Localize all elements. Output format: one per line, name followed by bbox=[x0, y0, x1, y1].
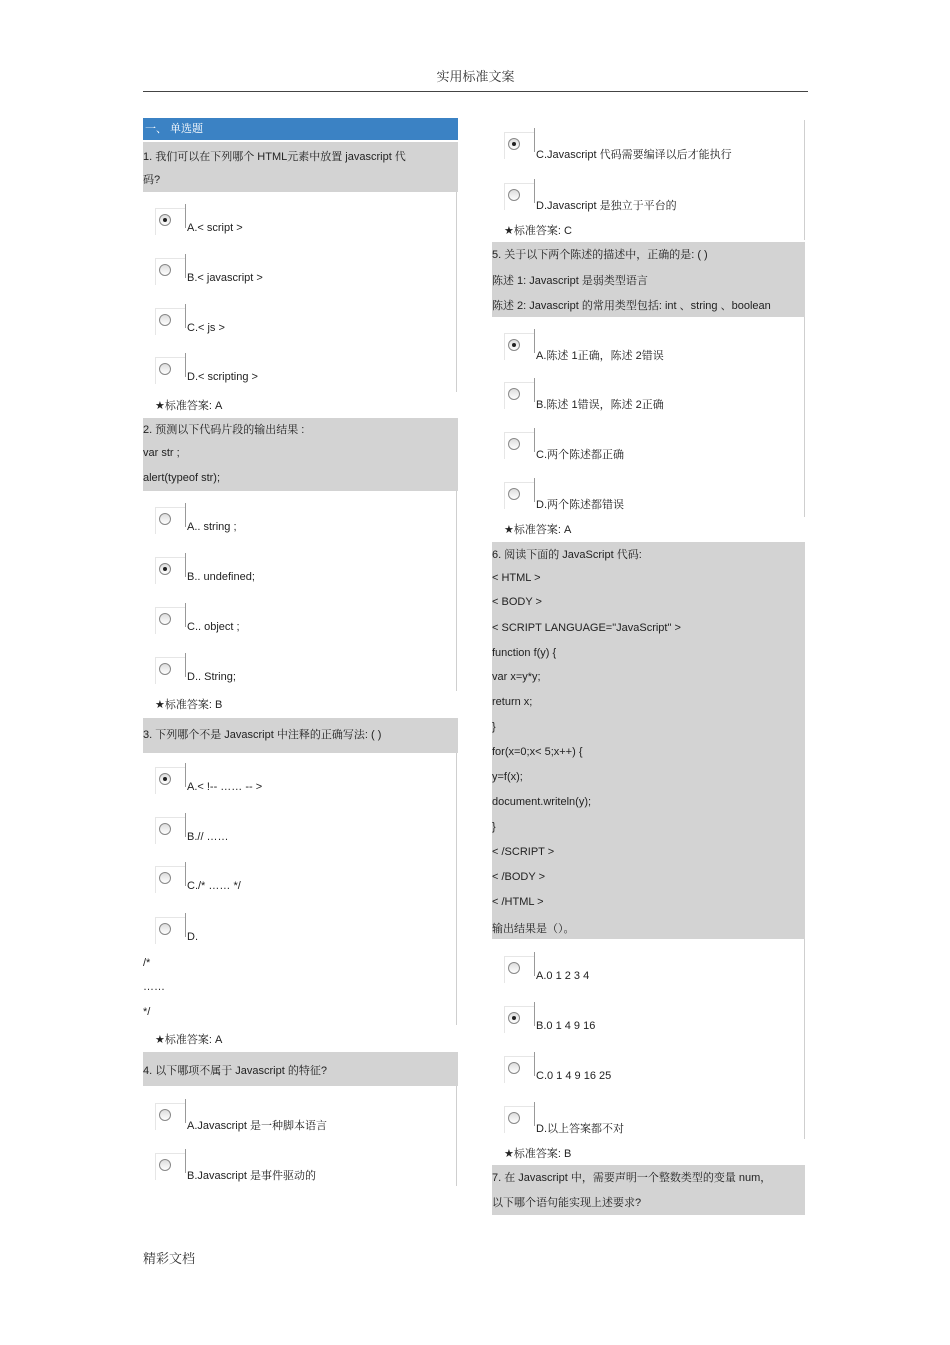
option-label: B.Javascript 是事件驱动的 bbox=[187, 1170, 316, 1182]
column-border bbox=[456, 753, 457, 1025]
question-7-text-cont: 以下哪个语句能实现上述要求? bbox=[492, 1197, 642, 1209]
question-7 bbox=[492, 1165, 805, 1215]
radio-icon[interactable] bbox=[508, 1012, 520, 1024]
question-2-code: alert(typeof str); bbox=[143, 472, 221, 484]
column-border bbox=[804, 120, 805, 240]
column-border bbox=[804, 939, 805, 1139]
question-6-prompt: 输出结果是（）。 bbox=[492, 923, 575, 935]
question-6-text: 6. 阅读下面的 JavaScript 代码: bbox=[492, 549, 642, 561]
radio-icon[interactable] bbox=[159, 513, 171, 525]
radio-icon[interactable] bbox=[508, 1112, 520, 1124]
code-line: < BODY > bbox=[492, 596, 542, 608]
question-5-statement: 陈述 2: Javascript 的常用类型包括: int 、string 、boolean bbox=[492, 300, 771, 312]
radio-icon[interactable] bbox=[508, 138, 520, 150]
q3-answer: ★标准答案: A bbox=[155, 1034, 223, 1046]
option-label: B.< javascript > bbox=[187, 272, 263, 284]
q1-answer: ★标准答案: A bbox=[155, 400, 223, 412]
option-label: A.< !-- …… -- > bbox=[187, 781, 263, 793]
radio-icon[interactable] bbox=[159, 563, 171, 575]
radio-icon[interactable] bbox=[159, 923, 171, 935]
section-title: 一、 单选题 bbox=[143, 118, 458, 140]
question-5-statement: 陈述 1: Javascript 是弱类型语言 bbox=[492, 275, 648, 287]
page-header: 实用标准文案 bbox=[436, 69, 515, 84]
option-label: C.. object ; bbox=[187, 621, 240, 633]
q3-option-d-text: …… bbox=[143, 981, 165, 993]
code-line: < SCRIPT LANGUAGE="JavaScript" > bbox=[492, 622, 681, 634]
radio-icon[interactable] bbox=[508, 438, 520, 450]
option-label: D. bbox=[187, 931, 198, 943]
radio-icon[interactable] bbox=[159, 663, 171, 675]
q5-answer: ★标准答案: A bbox=[504, 524, 572, 536]
option-label: B.. undefined; bbox=[187, 571, 255, 583]
radio-icon[interactable] bbox=[508, 339, 520, 351]
column-border bbox=[456, 192, 457, 392]
radio-icon[interactable] bbox=[159, 214, 171, 226]
radio-icon[interactable] bbox=[159, 773, 171, 785]
question-2-code: var str ; bbox=[143, 447, 180, 459]
code-line: < /SCRIPT > bbox=[492, 846, 555, 858]
option-label: C.Javascript 代码需要编译以后才能执行 bbox=[536, 149, 732, 161]
question-7-text: 7. 在 Javascript 中，需要声明一个整数类型的变量 num， bbox=[492, 1172, 772, 1184]
radio-icon[interactable] bbox=[508, 488, 520, 500]
option-label: D.两个陈述都错误 bbox=[536, 499, 624, 511]
option-label: B.0 1 4 9 16 bbox=[536, 1020, 596, 1032]
question-1-text: 1. 我们可以在下列哪个 HTML元素中放置 javascript 代 bbox=[143, 151, 406, 163]
code-line: < /BODY > bbox=[492, 871, 545, 883]
option-label: A.Javascript 是一种脚本语言 bbox=[187, 1120, 327, 1132]
option-label: D.< scripting > bbox=[187, 371, 258, 383]
q4-answer: ★标准答案: C bbox=[504, 225, 572, 237]
option-label: B.陈述 1错误，陈述 2正确 bbox=[536, 399, 664, 411]
code-line: < /HTML > bbox=[492, 896, 544, 908]
question-4-text: 4. 以下哪项不属于 Javascript 的特征? bbox=[143, 1065, 327, 1077]
question-2-text: 2. 预测以下代码片段的输出结果 : bbox=[143, 424, 305, 436]
option-label: D.以上答案都不对 bbox=[536, 1123, 624, 1135]
code-line: y=f(x); bbox=[492, 771, 523, 783]
option-label: A.< script > bbox=[187, 222, 243, 234]
code-line: function f(y) { bbox=[492, 647, 557, 659]
code-line: var x=y*y; bbox=[492, 671, 541, 683]
question-2 bbox=[143, 418, 458, 491]
option-label: C./* …… */ bbox=[187, 880, 241, 892]
question-4 bbox=[143, 1052, 458, 1086]
radio-icon[interactable] bbox=[508, 962, 520, 974]
question-5 bbox=[492, 242, 805, 317]
option-label: C.0 1 4 9 16 25 bbox=[536, 1070, 612, 1082]
option-label: A.. string ; bbox=[187, 521, 237, 533]
radio-icon[interactable] bbox=[159, 1159, 171, 1171]
code-line: return x; bbox=[492, 696, 533, 708]
question-3 bbox=[143, 718, 458, 753]
radio-icon[interactable] bbox=[508, 189, 520, 201]
radio-icon[interactable] bbox=[159, 314, 171, 326]
radio-icon[interactable] bbox=[159, 823, 171, 835]
code-line: } bbox=[492, 821, 496, 833]
question-1 bbox=[143, 142, 458, 192]
code-line: < HTML > bbox=[492, 572, 541, 584]
q3-option-d-text: */ bbox=[143, 1006, 151, 1018]
radio-icon[interactable] bbox=[159, 264, 171, 276]
option-label: A.0 1 2 3 4 bbox=[536, 970, 590, 982]
radio-icon[interactable] bbox=[159, 613, 171, 625]
column-border bbox=[804, 317, 805, 517]
option-label: A.陈述 1正确，陈述 2错误 bbox=[536, 350, 664, 362]
question-1-text-cont: 码? bbox=[143, 174, 161, 186]
q6-answer: ★标准答案: B bbox=[504, 1148, 572, 1160]
option-label: B.// …… bbox=[187, 831, 229, 843]
option-label: C.< js > bbox=[187, 322, 225, 334]
header-divider bbox=[143, 91, 808, 92]
code-line: } bbox=[492, 721, 496, 733]
radio-icon[interactable] bbox=[508, 1062, 520, 1074]
option-label: D.. String; bbox=[187, 671, 236, 683]
radio-icon[interactable] bbox=[159, 872, 171, 884]
option-label: C.两个陈述都正确 bbox=[536, 449, 624, 461]
radio-icon[interactable] bbox=[508, 388, 520, 400]
code-line: document.writeln(y); bbox=[492, 796, 592, 808]
radio-icon[interactable] bbox=[159, 363, 171, 375]
radio-icon[interactable] bbox=[159, 1109, 171, 1121]
question-5-text: 5. 关于以下两个陈述的描述中，正确的是: ( ) bbox=[492, 249, 708, 261]
q2-answer: ★标准答案: B bbox=[155, 699, 223, 711]
code-line: for(x=0;x< 5;x++) { bbox=[492, 746, 583, 758]
q3-option-d-text: /* bbox=[143, 957, 151, 969]
question-3-text: 3. 下列哪个不是 Javascript 中注释的正确写法: ( ) bbox=[143, 729, 382, 741]
column-border bbox=[456, 491, 457, 691]
column-border bbox=[456, 1086, 457, 1186]
option-label: D.Javascript 是独立于平台的 bbox=[536, 200, 677, 212]
page-footer: 精彩文档 bbox=[143, 1251, 196, 1266]
question-6 bbox=[492, 542, 805, 939]
